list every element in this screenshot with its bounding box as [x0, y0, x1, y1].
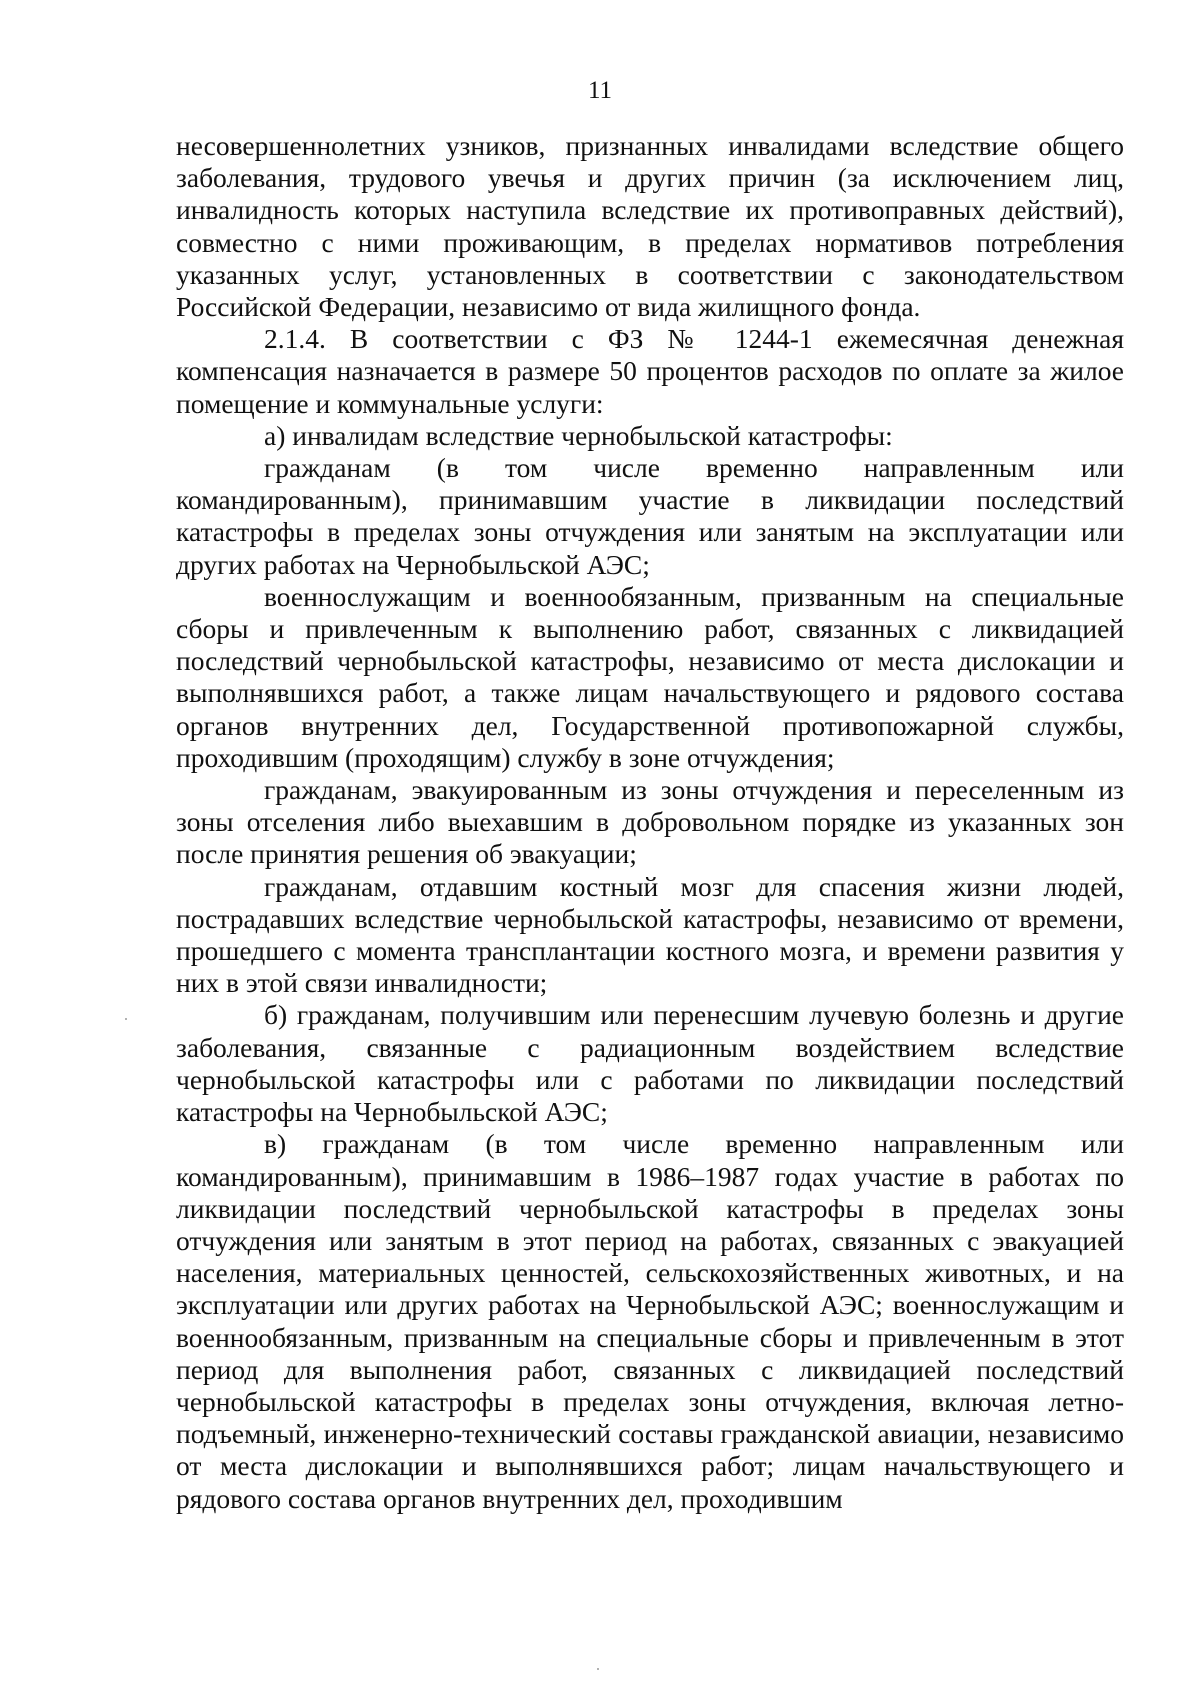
paragraph-liquidators: гражданам (в том числе временно направленным или командированным), принимавшим участие в ликвидации последствий катастрофы в пределах зоны отчуждения или занятым на эксплуатации или других работах на Чернобыльской АЭС; — [176, 452, 1124, 580]
scan-speck — [597, 1668, 599, 1670]
paragraph-evacuated: гражданам, эвакуированным из зоны отчуждения и переселенным из зоны отселения либо выехавшим в добровольном порядке из указанных зон после принятия решения об эвакуации; — [176, 774, 1124, 870]
paragraph-military: военнослужащим и военнообязанным, призванным на специальные сборы и привлеченным к выполнению работ, связанных с ликвидацией последствий чернобыльской катастрофы, независимо от места дислокации и выполнявшихся работ, а также лицам начальствующего и рядового состава органов внутренних дел, Государственной противопожарной службы, проходившим (проходящим) службу в зоне отчуждения; — [176, 580, 1124, 773]
paragraph-item-a: а) инвалидам вследствие чернобыльской катастрофы: — [264, 419, 893, 451]
paragraph-item-v: в) гражданам (в том числе временно направленным или командированным), принимавшим в 1986–1987 годах участие в работах по ликвидации последствий чернобыльской катастрофы в пределах зоны отчуждения или занятым в этот период на работах, связанных с эвакуацией населения, материальных ценностей, сельскохозяйственных животных, и на эксплуатации или других работах на Чернобыльской АЭС; военнослужащим и военнообязанным, призванным на специальные сборы и привлеченным в этот период для выполнения работ, связанных с ликвидацией последствий чернобыльской катастрофы в пределах зоны отчуждения, включая летно-подъемный, инженерно-технический составы гражданской авиации, независимо от места дислокации и выполнявшихся работ; лицам начальствующего и рядового состава органов внутренних дел, проходившим — [176, 1128, 1124, 1514]
body-text — [176, 130, 1124, 1515]
paragraph-bone-marrow-donors: гражданам, отдавшим костный мозг для спасения жизни людей, пострадавших вследствие чернобыльской катастрофы, независимо от времени, прошедшего с момента трансплантации костного мозга, и времени развития у них в этой связи инвалидности; — [176, 870, 1124, 999]
scan-speck — [125, 1018, 127, 1020]
paragraph-continuation: несовершеннолетних узников, признанных инвалидами вследствие общего заболевания, трудового увечья и других причин (за исключением лиц, инвалидность которых наступила вследствие их противоправных действий), совместно с ними проживающим, в пределах нормативов потребления указанных услуг, установленных в соответствии с законодательством Российской Федерации, независимо от вида жилищного фонда. — [176, 130, 1124, 323]
page-number: 11 — [587, 77, 613, 104]
paragraph-item-b: б) гражданам, получившим или перенесшим лучевую болезнь и другие заболевания, связанные с радиационным воздействием вследствие чернобыльской катастрофы или с работами по ликвидации последствий катастрофы на Чернобыльской АЭС; — [176, 999, 1124, 1128]
paragraph-2-1-4: 2.1.4. В соответствии с ФЗ № 1244-1 ежемесячная денежная компенсация назначается в размере 50 процентов расходов по оплате за жилое помещение и коммунальные услуги: — [176, 323, 1124, 419]
